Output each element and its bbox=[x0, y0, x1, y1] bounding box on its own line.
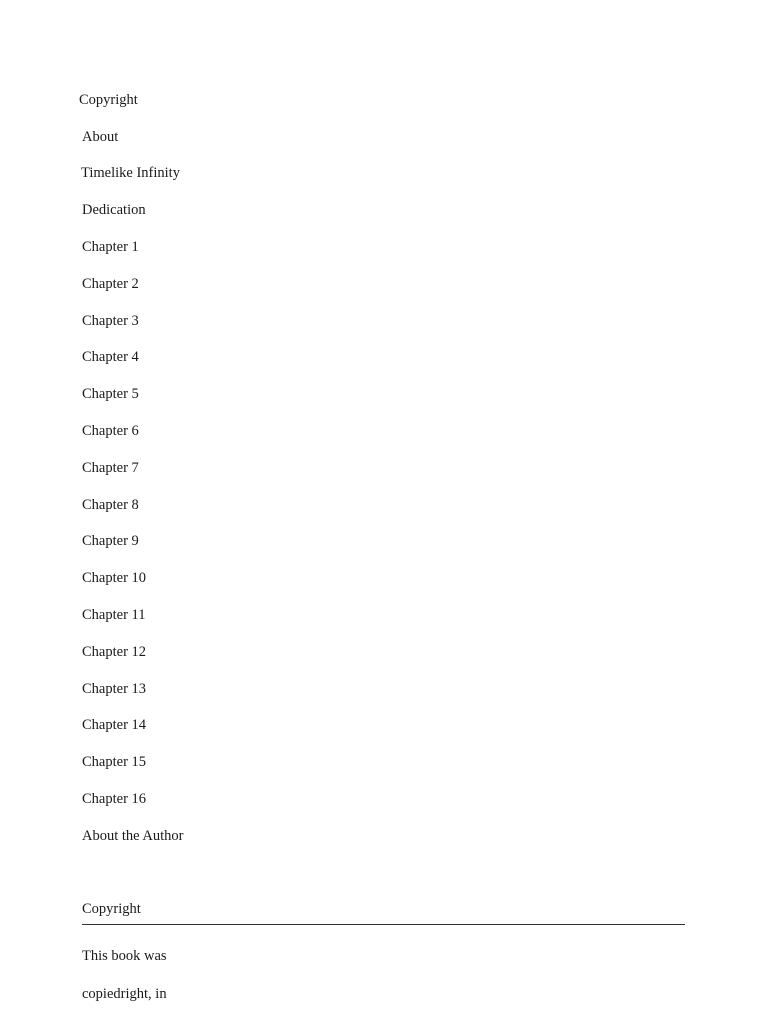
section-heading-copyright: Copyright bbox=[82, 901, 141, 917]
toc-link-chapter-12[interactable]: Chapter 12 bbox=[82, 644, 147, 660]
toc-link-chapter-2[interactable]: Chapter 2 bbox=[82, 276, 139, 292]
body-text-line: copiedright, in bbox=[82, 986, 167, 1002]
toc-link-chapter-14[interactable]: Chapter 14 bbox=[82, 717, 147, 733]
toc-link-chapter-9[interactable]: Chapter 9 bbox=[82, 533, 139, 549]
toc-link-chapter-13[interactable]: Chapter 13 bbox=[82, 681, 147, 697]
toc-link-chapter-4[interactable]: Chapter 4 bbox=[82, 349, 139, 365]
toc-link-chapter-8[interactable]: Chapter 8 bbox=[82, 497, 139, 513]
body-text-line: This book was bbox=[82, 948, 167, 964]
toc-link-about-the-author[interactable]: About the Author bbox=[82, 828, 184, 844]
toc-link-about[interactable]: About bbox=[82, 129, 119, 145]
toc-link-chapter-6[interactable]: Chapter 6 bbox=[82, 423, 139, 439]
section-divider bbox=[82, 924, 685, 925]
toc-link-copyright[interactable]: Copyright bbox=[79, 92, 138, 108]
toc-link-timelike-infinity[interactable]: Timelike Infinity bbox=[81, 165, 180, 181]
toc-link-chapter-3[interactable]: Chapter 3 bbox=[82, 313, 139, 329]
toc-link-chapter-10[interactable]: Chapter 10 bbox=[82, 570, 147, 586]
toc-link-chapter-7[interactable]: Chapter 7 bbox=[82, 460, 139, 476]
toc-link-chapter-16[interactable]: Chapter 16 bbox=[82, 791, 147, 807]
toc-link-chapter-11[interactable]: Chapter 11 bbox=[82, 607, 146, 623]
toc-link-chapter-15[interactable]: Chapter 15 bbox=[82, 754, 147, 770]
toc-link-chapter-5[interactable]: Chapter 5 bbox=[82, 386, 139, 402]
toc-link-dedication[interactable]: Dedication bbox=[82, 202, 146, 218]
toc-link-chapter-1[interactable]: Chapter 1 bbox=[82, 239, 139, 255]
